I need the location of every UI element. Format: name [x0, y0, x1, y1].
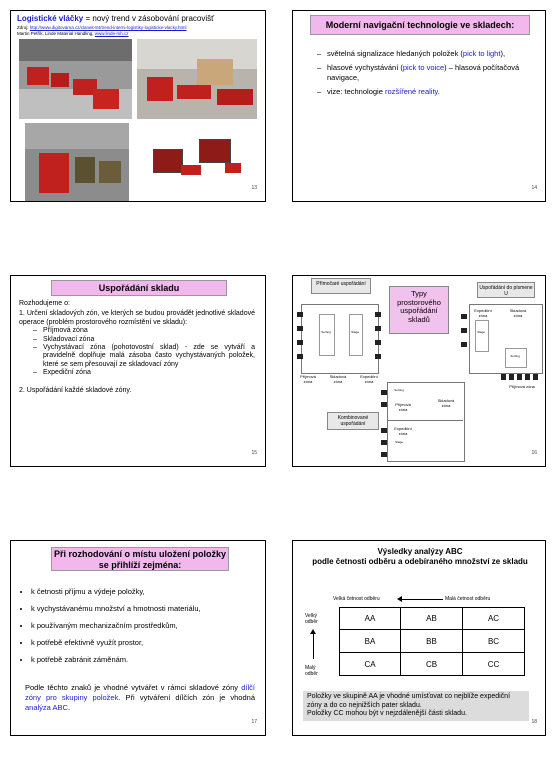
list-item: • k četnosti příjmu a výdeje položky,: [31, 583, 266, 600]
page-number: 17: [251, 719, 257, 725]
list-item: • k používaným mechanizačním prostředkům,: [31, 617, 266, 634]
grid-cell: BC: [462, 629, 525, 653]
slide-14: [292, 10, 546, 202]
list-item: – Vychystávací zóna (pohotovostní sklad) - zde se vytváří a pravidelně doplňuje malá zásoba často vychystávaných položek, které se sem přesouvají ze skladovací zóny: [33, 344, 255, 369]
abc-grid: [339, 607, 525, 676]
page-number: 16: [531, 450, 537, 456]
label-large-withdrawal: Velký odběr: [305, 613, 318, 625]
list-item: – Skladovací zóna: [33, 336, 255, 344]
photo-tugger-train-1: [19, 39, 132, 119]
abc-note: Položky ve skupině AA je vhodné umísťovat co nejblíže expediční zóny a do co nejnižších pater skladu. Položky CC mohou být v nejzdálenější části skladu.: [303, 691, 529, 721]
grid-cell: CC: [462, 652, 525, 676]
label-high-frequency: Velká četnost odběru: [333, 596, 380, 602]
slide-13: [10, 10, 266, 202]
page-number: 18: [531, 719, 537, 725]
arrow-up-icon: [313, 633, 314, 659]
photo-tugger-train-4: [145, 135, 249, 191]
slide13-title: Logistické vláčky = nový trend v zásobování pracovišť: [17, 14, 215, 23]
label-low-frequency: Malá četnost odběru: [445, 596, 491, 602]
slide13-author: Martin Petřík, Linde Material Handling, www.linde-mh.cz: [17, 31, 129, 36]
page-number: 14: [531, 185, 537, 191]
photo-tugger-train-2: [137, 39, 257, 119]
grid-cell: AA: [339, 607, 401, 630]
zone-list: [33, 327, 255, 377]
list-item: • k vychystávanému množství a hmotnosti materiálu,: [31, 600, 266, 617]
page-number: 15: [251, 450, 257, 456]
photo-tugger-train-3: [25, 123, 129, 201]
grid-cell: CB: [400, 652, 463, 676]
grid-cell: BB: [400, 629, 463, 653]
slide-16: [292, 275, 546, 467]
list-item: – Příjmová zóna: [33, 327, 255, 335]
list-item: – Expediční zóna: [33, 369, 255, 377]
page-number: 13: [251, 185, 257, 191]
list-item: – hlasové vychystávání (pick to voice) – hlasová počítačová navigace,: [317, 63, 537, 83]
slide14-title: Moderní navigační technologie ve skladech:: [310, 15, 530, 35]
arrow-head-left-icon: [397, 596, 402, 602]
slide15-body: Rozhodujeme o: 1. Určení skladových zón, ve kterých se budou provádět jednotlivé skladové operace (problém prostorového rozmístění ve skladu): – Příjmová zóna – Skladovací zóna – Vychystávací zóna (pohotovostní sklad) - zde se vytváří a pravidelně doplňuje malá zásoba často vychystávaných položek, které se sem přesouvají ze skladovací zóny – Expediční zóna 2. Uspořádání každé skladové zóny.: [19, 300, 255, 395]
grid-cell: CA: [339, 652, 401, 676]
slide14-list: [317, 49, 537, 97]
arrow-left-icon: [399, 599, 443, 600]
grid-cell: AC: [462, 607, 525, 630]
label-straight-layout: Přímočaré uspořádání: [311, 278, 371, 294]
arrow-head-up-icon: [310, 629, 316, 634]
slide15-title: Uspořádání skladu: [51, 280, 227, 296]
label-small-withdrawal: Malý odběr: [305, 665, 318, 677]
slide17-bullets: [21, 583, 266, 668]
slide-15: [10, 275, 266, 467]
list-item: – světelná signalizace hledaných položek (pick to light),: [317, 49, 537, 59]
label-combined-layout: Kombinované uspořádání: [327, 412, 379, 430]
label-u-layout: Uspořádání do písmene U: [477, 282, 535, 298]
slide18-title: Výsledky analýzy ABC podle četnosti odběru a odebíraného množství ze skladu: [312, 547, 528, 566]
grid-cell: BA: [339, 629, 401, 653]
source-link[interactable]: http://www.digitovarna.cz/clanek-84/trend-interni-logistiky-logisticke-vlacky.html: [29, 25, 187, 30]
label-layout-types: Typy prostorového uspořádání skladů: [389, 286, 449, 334]
slide13-source: Zdroj: http://www.digitovarna.cz/clanek-84/trend-interni-logistiky-logisticke-vlacky.html: [17, 25, 187, 30]
author-link[interactable]: www.linde-mh.cz: [94, 31, 129, 36]
slide-17: [10, 540, 266, 736]
slide17-paragraph: Podle těchto znaků je vhodné vytvářet v rámci skladové zóny dílčí zóny pro skupiny položek. Při vytváření dílčích zón je vhodná analýza ABC.: [25, 683, 255, 712]
diagram-combined: Sorting Příjmová zóna Skladová zóna Expediční zóna Stage: [377, 380, 467, 464]
list-item: • k potřebě zabránit záměnám.: [31, 651, 266, 668]
slide17-title: Při rozhodování o místu uložení položky se přihlíží zejména:: [51, 547, 229, 571]
list-item: • k potřebě efektivně využít prostor,: [31, 634, 266, 651]
diagram-straight: Sorting Stage Příjmová zóna Skladová zóna Expediční zóna: [297, 300, 381, 380]
diagram-u-shape: Expediční zóna Skladová zóna Stage Sorting Příjmová zóna: [461, 300, 543, 410]
list-item: – vize: technologie rozšířené reality.: [317, 87, 537, 97]
grid-cell: AB: [400, 607, 463, 630]
slide-18: [292, 540, 546, 736]
